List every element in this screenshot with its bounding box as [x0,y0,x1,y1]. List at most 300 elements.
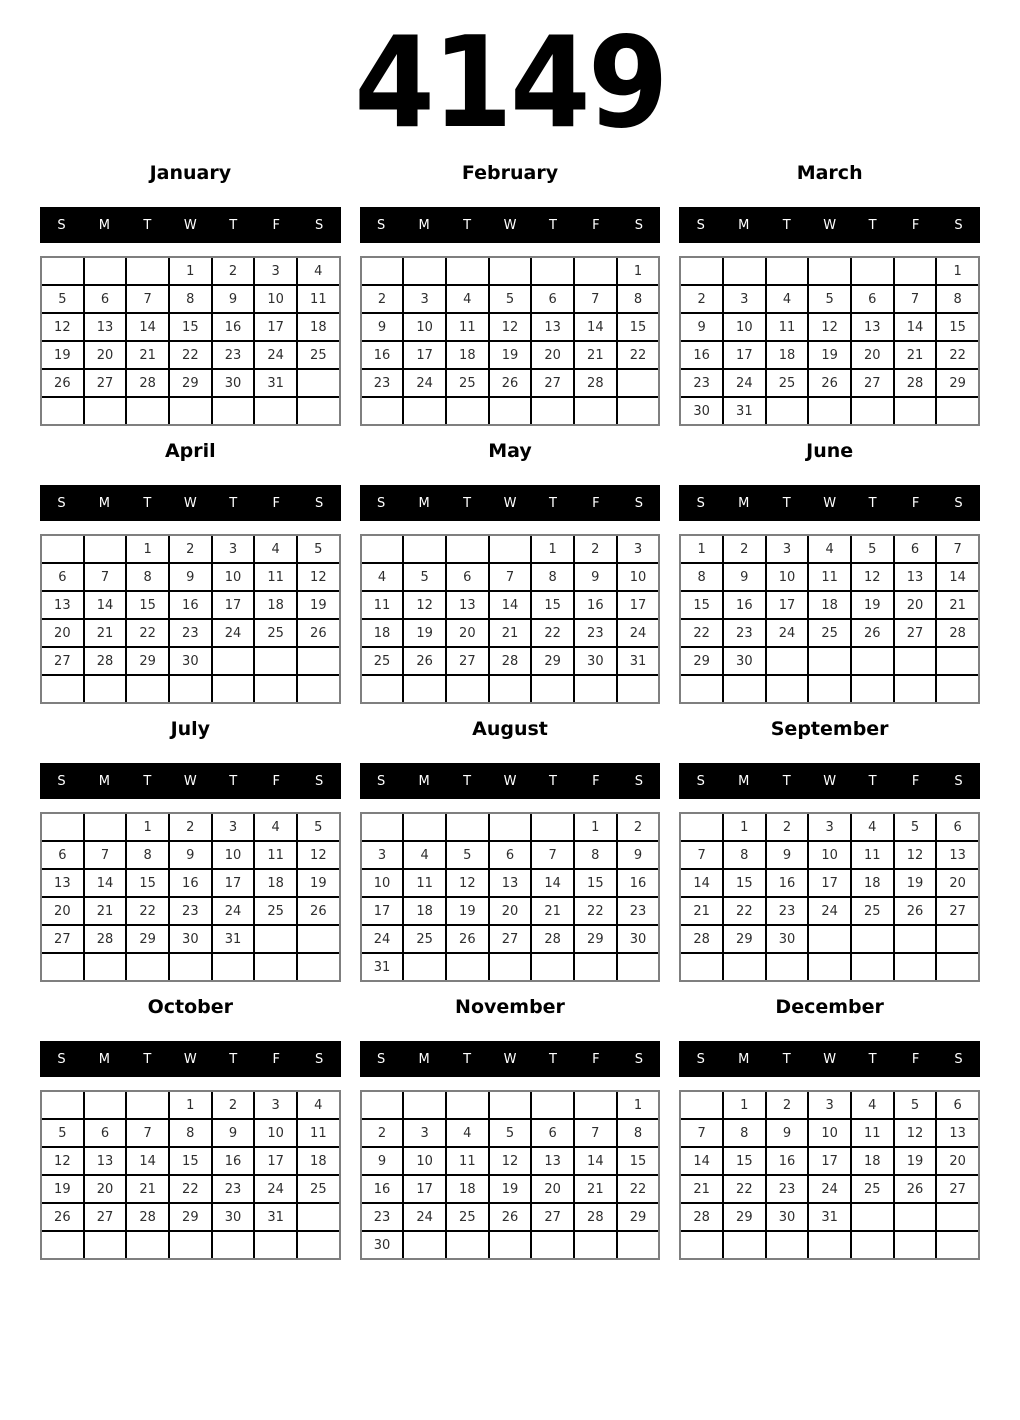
date-grid [679,1090,980,1260]
date-cell-empty [85,258,126,284]
date-cell-empty [532,814,573,840]
date-cell: 9 [213,286,254,312]
date-cell: 15 [937,314,978,340]
weekday-header-row [40,207,341,243]
date-grid [360,534,661,704]
month-block [40,719,341,982]
date-cell: 27 [532,1204,573,1230]
weekday-label: T [143,217,152,233]
date-cell: 3 [767,536,808,562]
date-cell-empty [937,398,978,424]
date-cell: 3 [404,286,445,312]
weekday-label: W [823,495,837,511]
date-cell-empty [895,676,936,702]
date-cell: 12 [490,1148,531,1174]
date-cell: 22 [170,342,211,368]
date-cell-empty [490,258,531,284]
date-cell-empty [852,1204,893,1230]
date-cell: 24 [255,342,296,368]
date-cell-empty [490,1232,531,1258]
weekday-label: W [183,773,197,789]
weekday-label: F [272,495,280,511]
date-cell-empty [85,676,126,702]
date-cell: 23 [575,620,616,646]
date-cell: 29 [937,370,978,396]
date-cell: 24 [404,370,445,396]
weekday-label: S [377,495,386,511]
date-cell: 4 [255,536,296,562]
date-cell-empty [42,258,83,284]
date-cell: 6 [42,564,83,590]
date-cell: 27 [937,1176,978,1202]
date-cell: 4 [255,814,296,840]
weekday-label: M [738,495,750,511]
date-cell-empty [618,370,659,396]
date-cell: 10 [767,564,808,590]
date-cell: 20 [42,898,83,924]
date-cell: 22 [618,342,659,368]
date-cell: 14 [490,592,531,618]
date-cell: 9 [618,842,659,868]
date-cell: 11 [809,564,850,590]
date-cell: 26 [298,620,339,646]
date-cell: 26 [895,898,936,924]
date-cell: 31 [618,648,659,674]
date-cell: 30 [681,398,722,424]
date-cell-empty [85,536,126,562]
date-cell: 5 [298,536,339,562]
date-cell: 24 [213,898,254,924]
date-cell: 8 [724,842,765,868]
date-cell: 19 [490,1176,531,1202]
date-cell-empty [767,258,808,284]
date-cell: 21 [937,592,978,618]
date-cell-empty [85,1092,126,1118]
date-cell: 28 [681,1204,722,1230]
date-cell-empty [895,926,936,952]
date-cell: 17 [618,592,659,618]
date-cell: 13 [447,592,488,618]
date-cell: 20 [937,1148,978,1174]
date-cell: 19 [298,592,339,618]
date-cell: 30 [767,1204,808,1230]
weekday-label: T [782,217,791,233]
date-cell: 17 [213,592,254,618]
date-cell: 3 [255,1092,296,1118]
date-cell: 27 [85,370,126,396]
date-cell: 29 [127,926,168,952]
date-cell: 22 [170,1176,211,1202]
date-cell: 1 [127,814,168,840]
date-cell-empty [213,648,254,674]
date-cell: 5 [42,286,83,312]
date-cell: 21 [575,342,616,368]
weekday-label: M [98,1051,111,1067]
weekday-label: S [377,1051,386,1067]
weekday-label: T [782,1051,791,1067]
date-cell: 13 [937,1120,978,1146]
month-block [360,719,661,982]
date-cell: 25 [255,898,296,924]
date-cell: 11 [404,870,445,896]
date-cell: 22 [724,898,765,924]
date-cell: 12 [404,592,445,618]
date-cell: 26 [447,926,488,952]
weekday-label: M [738,1051,750,1067]
date-cell: 19 [852,592,893,618]
date-cell-empty [575,1092,616,1118]
date-cell-empty [937,676,978,702]
date-cell: 25 [255,620,296,646]
weekday-label: S [57,1051,66,1067]
weekday-label: F [592,1051,600,1067]
date-cell-empty [532,258,573,284]
date-cell: 26 [42,370,83,396]
date-cell: 13 [85,1148,126,1174]
date-cell: 23 [618,898,659,924]
month-name: December [775,996,884,1018]
date-cell: 18 [447,342,488,368]
date-cell: 17 [213,870,254,896]
weekday-label: S [954,217,963,233]
date-cell: 1 [681,536,722,562]
date-cell: 22 [937,342,978,368]
weekday-label: F [911,217,920,233]
weekday-label: T [548,1051,557,1067]
date-cell: 28 [681,926,722,952]
weekday-label: S [315,217,324,233]
date-cell: 7 [490,564,531,590]
date-cell: 9 [213,1120,254,1146]
date-cell-empty [127,398,168,424]
date-cell-empty [809,258,850,284]
date-cell: 26 [809,370,850,396]
date-cell-empty [852,1232,893,1258]
date-cell: 30 [724,648,765,674]
date-cell-empty [895,398,936,424]
weekday-header-row [679,485,980,521]
date-cell-empty [575,954,616,980]
date-cell-empty [362,536,403,562]
weekday-label: S [57,217,66,233]
date-cell: 5 [490,1120,531,1146]
date-cell: 23 [213,342,254,368]
date-cell: 6 [532,286,573,312]
weekday-label: W [503,495,517,511]
date-cell-empty [532,1232,573,1258]
weekday-label: S [634,217,643,233]
date-cell: 10 [213,564,254,590]
date-cell-empty [575,676,616,702]
date-cell: 28 [490,648,531,674]
date-cell: 16 [213,314,254,340]
date-cell-empty [767,648,808,674]
weekday-label: F [911,773,920,789]
date-cell: 27 [447,648,488,674]
date-cell: 16 [362,342,403,368]
date-cell: 11 [298,286,339,312]
date-cell: 3 [618,536,659,562]
date-cell: 19 [447,898,488,924]
date-cell: 28 [895,370,936,396]
date-cell: 13 [85,314,126,340]
date-cell-empty [298,1232,339,1258]
date-cell: 19 [490,342,531,368]
date-cell-empty [170,676,211,702]
date-cell: 10 [618,564,659,590]
date-cell: 9 [767,1120,808,1146]
date-cell: 22 [575,898,616,924]
date-cell: 23 [362,370,403,396]
weekday-label: W [823,773,837,789]
date-cell-empty [767,398,808,424]
date-cell-empty [85,814,126,840]
date-grid [679,812,980,982]
date-cell: 7 [85,842,126,868]
date-cell: 28 [575,370,616,396]
month-block [360,163,661,426]
date-cell: 9 [362,314,403,340]
date-cell-empty [532,676,573,702]
date-cell-empty [298,954,339,980]
date-cell: 20 [42,620,83,646]
date-cell: 5 [298,814,339,840]
date-cell: 13 [937,842,978,868]
date-cell: 21 [127,1176,168,1202]
date-cell: 4 [298,1092,339,1118]
date-cell-empty [490,814,531,840]
date-cell-empty [490,954,531,980]
date-cell-empty [170,1232,211,1258]
date-cell: 6 [490,842,531,868]
date-cell: 17 [362,898,403,924]
date-cell: 17 [809,1148,850,1174]
date-cell: 24 [724,370,765,396]
date-cell: 27 [852,370,893,396]
month-block [679,441,980,704]
date-cell: 20 [852,342,893,368]
date-cell: 28 [127,370,168,396]
date-cell: 7 [127,1120,168,1146]
date-cell-empty [937,648,978,674]
date-cell: 2 [681,286,722,312]
date-cell: 1 [724,814,765,840]
date-cell: 27 [895,620,936,646]
date-cell-empty [213,676,254,702]
date-cell: 25 [447,370,488,396]
date-cell: 26 [490,370,531,396]
date-cell: 19 [895,1148,936,1174]
date-cell: 2 [170,814,211,840]
weekday-label: M [418,495,430,511]
date-cell: 8 [127,564,168,590]
date-cell-empty [852,676,893,702]
date-cell-empty [447,1232,488,1258]
date-cell-empty [895,258,936,284]
weekday-label: F [272,217,280,233]
date-cell: 22 [532,620,573,646]
date-cell: 21 [681,898,722,924]
date-cell-empty [724,1232,765,1258]
date-cell: 17 [767,592,808,618]
date-cell: 28 [937,620,978,646]
date-cell: 12 [298,842,339,868]
date-cell: 4 [852,814,893,840]
date-cell: 21 [490,620,531,646]
date-cell: 26 [298,898,339,924]
date-cell-empty [85,954,126,980]
date-cell: 30 [618,926,659,952]
date-cell-empty [255,926,296,952]
date-cell: 16 [618,870,659,896]
date-cell: 24 [404,1204,445,1230]
date-cell: 4 [447,1120,488,1146]
date-cell: 21 [575,1176,616,1202]
date-cell: 14 [681,870,722,896]
date-cell: 13 [532,314,573,340]
year-title: 4149 [354,9,666,156]
date-cell: 15 [127,870,168,896]
date-cell: 14 [681,1148,722,1174]
date-cell: 23 [170,898,211,924]
date-cell-empty [895,648,936,674]
date-cell: 18 [447,1176,488,1202]
weekday-label: M [98,217,111,233]
date-cell: 24 [809,1176,850,1202]
date-grid [40,534,341,704]
date-cell: 6 [447,564,488,590]
month-name: October [147,996,234,1018]
date-cell: 31 [255,1204,296,1230]
date-cell: 17 [809,870,850,896]
date-cell: 16 [724,592,765,618]
date-cell: 17 [404,1176,445,1202]
date-cell: 29 [170,1204,211,1230]
weekday-label: T [229,773,238,789]
weekday-label: M [418,217,430,233]
date-grid [679,534,980,704]
date-cell: 27 [42,926,83,952]
date-grid [360,1090,661,1260]
month-block [40,997,341,1260]
date-cell-empty [255,398,296,424]
month-block [360,997,661,1260]
weekday-label: T [143,495,152,511]
date-cell: 8 [618,286,659,312]
weekday-label: W [183,217,197,233]
weekday-label: F [592,495,600,511]
date-cell: 10 [809,1120,850,1146]
date-cell-empty [895,1204,936,1230]
date-cell-empty [362,1092,403,1118]
date-cell: 13 [490,870,531,896]
date-cell: 3 [362,842,403,868]
date-cell: 24 [767,620,808,646]
date-cell-empty [767,676,808,702]
date-cell: 11 [255,564,296,590]
weekday-label: T [548,217,557,233]
date-cell: 12 [42,314,83,340]
date-cell: 23 [681,370,722,396]
weekday-label: S [57,773,66,789]
date-cell: 3 [404,1120,445,1146]
date-cell: 17 [724,342,765,368]
weekday-label: M [418,773,430,789]
date-cell: 2 [362,286,403,312]
date-cell: 28 [127,1204,168,1230]
date-cell: 22 [618,1176,659,1202]
date-cell: 7 [895,286,936,312]
date-cell-empty [404,814,445,840]
date-cell: 3 [809,814,850,840]
weekday-label: M [98,773,111,789]
date-cell: 9 [170,564,211,590]
date-cell-empty [127,258,168,284]
date-cell: 14 [575,314,616,340]
date-cell-empty [809,398,850,424]
date-cell: 12 [447,870,488,896]
date-cell-empty [298,1204,339,1230]
date-cell: 6 [895,536,936,562]
date-cell: 16 [362,1176,403,1202]
date-cell: 25 [362,648,403,674]
date-cell-empty [298,676,339,702]
date-cell: 7 [681,842,722,868]
date-cell: 17 [255,1148,296,1174]
month-block [40,441,341,704]
date-cell-empty [852,954,893,980]
date-cell: 2 [767,1092,808,1118]
date-cell: 3 [809,1092,850,1118]
date-cell: 14 [575,1148,616,1174]
date-cell: 12 [809,314,850,340]
date-cell: 26 [895,1176,936,1202]
weekday-label: T [463,495,472,511]
date-cell: 27 [532,370,573,396]
date-cell: 19 [42,1176,83,1202]
date-cell: 9 [575,564,616,590]
date-cell: 23 [170,620,211,646]
date-cell: 30 [170,926,211,952]
date-cell-empty [447,814,488,840]
date-cell: 29 [724,1204,765,1230]
date-cell: 21 [532,898,573,924]
date-cell-empty [490,1092,531,1118]
weekday-header-row [40,485,341,521]
date-cell: 9 [681,314,722,340]
date-cell: 15 [618,314,659,340]
weekday-label: S [954,1051,963,1067]
date-cell-empty [404,398,445,424]
date-cell: 8 [532,564,573,590]
date-cell-empty [298,648,339,674]
date-cell-empty [447,258,488,284]
date-cell: 20 [895,592,936,618]
date-cell: 18 [298,314,339,340]
date-cell-empty [85,398,126,424]
date-cell: 27 [490,926,531,952]
date-cell: 23 [767,1176,808,1202]
date-cell: 26 [490,1204,531,1230]
date-cell-empty [809,1232,850,1258]
date-cell: 22 [724,1176,765,1202]
date-cell: 21 [85,620,126,646]
date-cell: 22 [127,898,168,924]
date-cell: 12 [42,1148,83,1174]
date-cell-empty [255,648,296,674]
weekday-header-row [679,207,980,243]
date-cell: 27 [85,1204,126,1230]
